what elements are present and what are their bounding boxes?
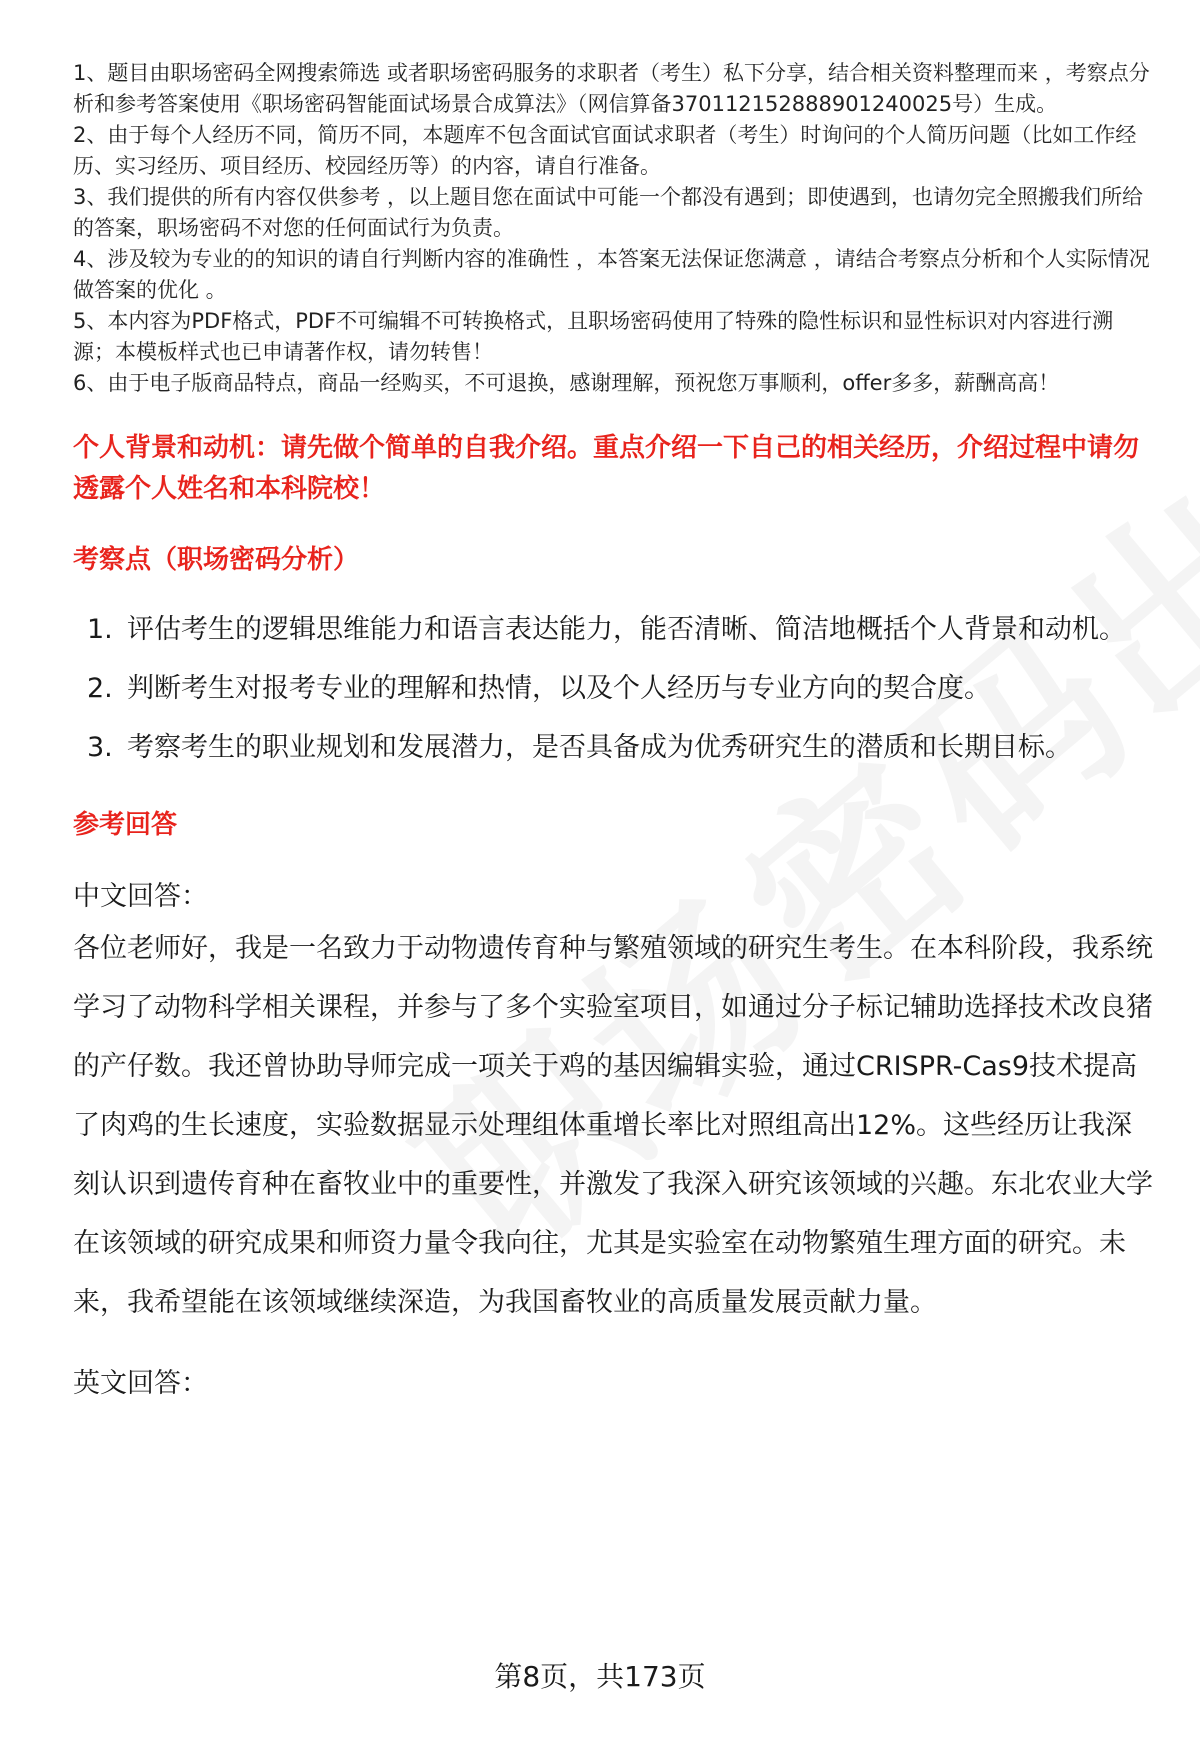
list-item-text: 考察考生的职业规划和发展潜力，是否具备成为优秀研究生的潜质和长期目标。 bbox=[127, 732, 1072, 763]
list-number: 1. bbox=[87, 614, 113, 645]
list-item-text: 判断考生对报考专业的理解和热情，以及个人经历与专业方向的契合度。 bbox=[127, 673, 991, 704]
disclaimer-item: 2、由于每个人经历不同，简历不同，本题库不包含面试官面试求职者（考生）时询问的个人简历问题（比如工作经历、实习经历、项目经历、校园经历等）的内容，请自行准备。 bbox=[73, 123, 1137, 178]
list-number: 2. bbox=[87, 673, 113, 704]
disclaimer-item: 1、题目由职场密码全网搜索筛选 或者职场密码服务的求职者（考生）私下分享，结合相关资料整理而来 ，考察点分析和参考答案使用《职场密码智能面试场景合成算法》（网信算备370112152888901240025号）生成。 bbox=[73, 61, 1150, 116]
disclaimer-item: 3、我们提供的所有内容仅供参考 ，以上题目您在面试中可能一个都没有遇到；即使遇到，也请勿完全照搬我们所给的答案，职场密码不对您的任何面试行为负责。 bbox=[73, 185, 1144, 240]
english-answer-label: 英文回答： bbox=[73, 1368, 208, 1399]
points-heading: 考察点（职场密码分析） bbox=[73, 545, 360, 575]
chinese-answer-text: 各位老师好，我是一名致力于动物遗传育种与繁殖领域的研究生考生。在本科阶段，我系统学习了动物科学相关课程，并参与了多个实验室项目，如通过分子标记辅助选择技术改良猪的产仔数。我还曾协助导师完成一项关于鸡的基因编辑实验，通过CRISPR-Cas9技术提高了肉鸡的生长速度，实验数据显示处理组体重增长率比对照组高出12%。这些经历让我深刻认识到遗传育种在畜牧业中的重要性，并激发了我深入研究该领域的兴趣。东北农业大学在该领域的研究成果和师资力量令我向往，尤其是实验室在动物繁殖生理方面的研究。未来，我希望能在该领域继续深造，为我国畜牧业的高质量发展贡献力量。 bbox=[73, 933, 1153, 1318]
question-title: 个人背景和动机：请先做个简单的自我介绍。重点介绍一下自己的相关经历，介绍过程中请勿透露个人姓名和本科院校！ bbox=[73, 433, 1140, 504]
disclaimer-item: 4、涉及较为专业的的知识的请自行判断内容的准确性 ，本答案无法保证您满意 ，请结合考察点分析和个人实际情况做答案的优化 。 bbox=[73, 247, 1150, 302]
list-item bbox=[73, 600, 1153, 659]
page-number: 第8页，共173页 bbox=[494, 1660, 706, 1693]
points-list bbox=[73, 600, 1153, 777]
disclaimer bbox=[73, 58, 1153, 399]
list-item-text: 评估考生的逻辑思维能力和语言表达能力，能否清晰、简洁地概括个人背景和动机。 bbox=[127, 614, 1126, 645]
list-item bbox=[73, 659, 1153, 718]
list-item bbox=[73, 718, 1153, 777]
disclaimer-item: 5、本内容为PDF格式，PDF不可编辑不可转换格式，且职场密码使用了特殊的隐性标识和显性标识对内容进行溯源；本模板样式也已申请著作权，请勿转售！ bbox=[73, 309, 1114, 364]
answer-heading: 参考回答 bbox=[73, 810, 178, 840]
list-number: 3. bbox=[87, 732, 113, 763]
document-page bbox=[73, 58, 1153, 1406]
disclaimer-item: 6、由于电子版商品特点，商品一经购买，不可退换，感谢理解，预祝您万事顺利，offer多多，薪酬高高！ bbox=[73, 371, 1060, 395]
chinese-answer-label: 中文回答： bbox=[73, 881, 208, 912]
